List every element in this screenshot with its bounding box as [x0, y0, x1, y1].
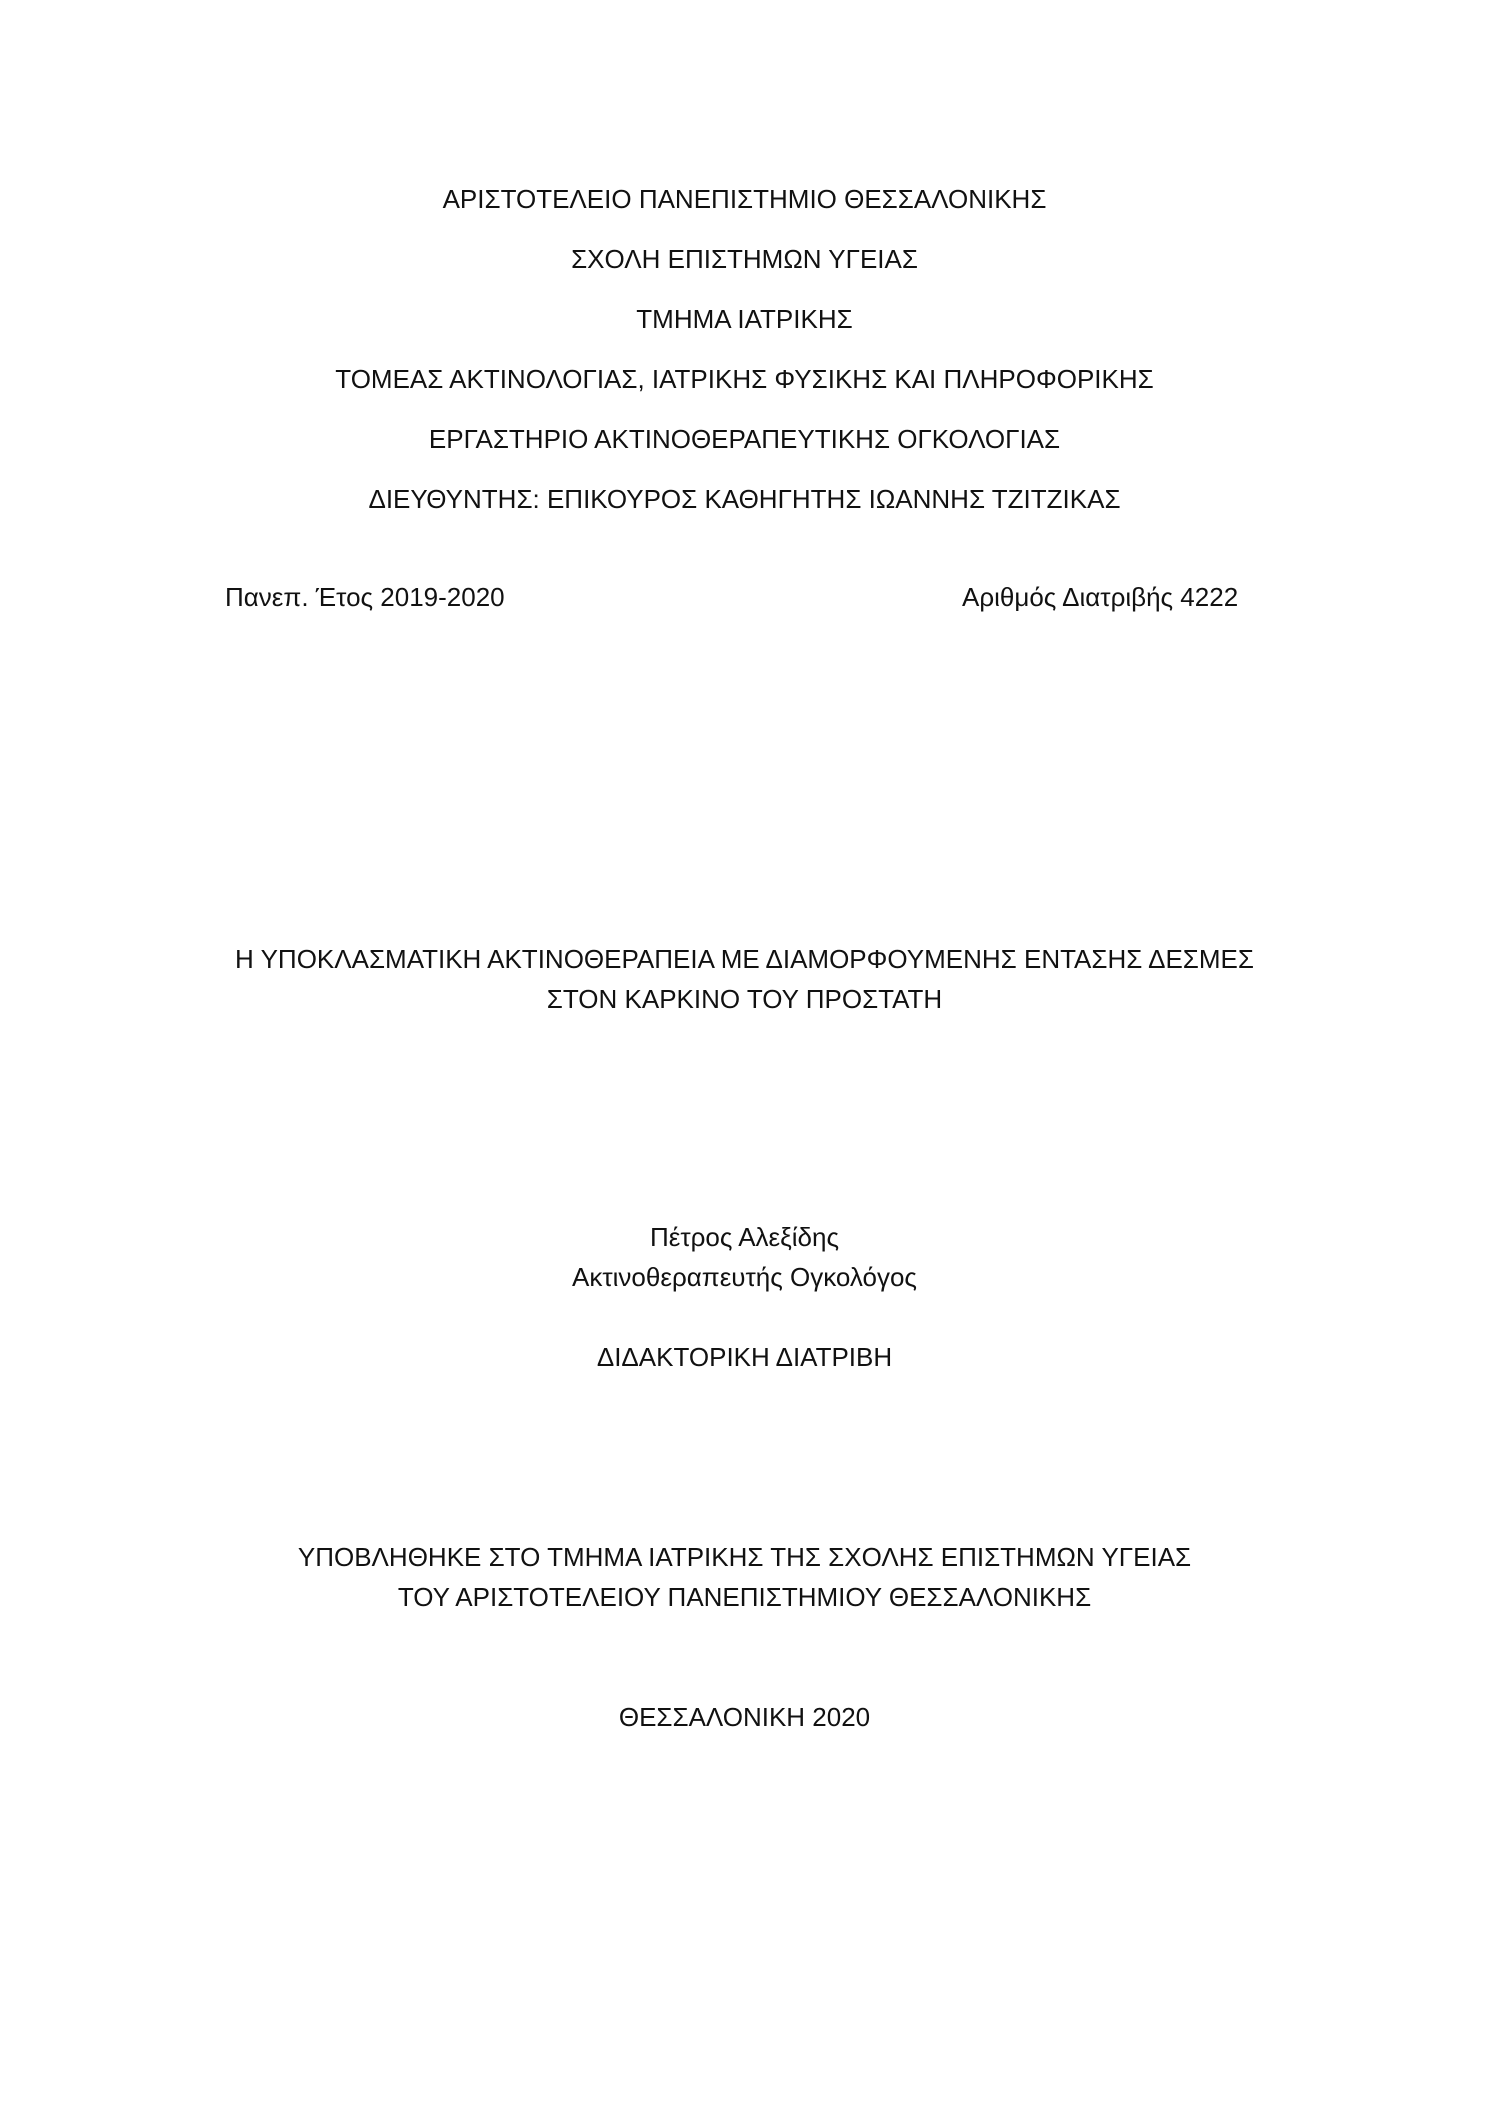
author-name: Πέτρος Αλεξίδης [649, 1222, 840, 1252]
document-type: ΔΙΔΑΚΤΟΡΙΚΗ ΔΙΑΤΡΙΒΗ [596, 1342, 893, 1372]
thesis-title-line-2: ΣΤΟΝ ΚΑΡΚΙΝΟ ΤΟΥ ΠΡΟΣΤΑΤΗ [546, 984, 943, 1014]
school-name: ΣΧΟΛΗ ΕΠΙΣΤΗΜΩΝ ΥΓΕΙΑΣ [571, 244, 918, 274]
submission-line-1: ΥΠΟΒΛΗΘΗΚΕ ΣΤΟ ΤΜΗΜΑ ΙΑΤΡΙΚΗΣ ΤΗΣ ΣΧΟΛΗΣ ΕΠΙΣΤΗΜΩΝ ΥΓΕΙΑΣ [297, 1542, 1192, 1572]
department-name: ΤΜΗΜΑ ΙΑΤΡΙΚΗΣ [636, 304, 853, 334]
author-role: Ακτινοθεραπευτής Ογκολόγος [572, 1262, 917, 1292]
thesis-number: Αριθμός Διατριβής 4222 [962, 582, 1239, 612]
thesis-title-line-1: Η ΥΠΟΚΛΑΣΜΑΤΙΚΗ ΑΚΤΙΝΟΘΕΡΑΠΕΙΑ ΜΕ ΔΙΑΜΟΡΦΟΥΜΕΝΗΣ ΕΝΤΑΣΗΣ ΔΕΣΜΕΣ [235, 944, 1254, 974]
place-year: ΘΕΣΣΑΛΟΝΙΚΗ 2020 [618, 1702, 871, 1732]
academic-year: Πανεπ. Έτος 2019-2020 [225, 582, 505, 612]
director-line: ΔΙΕΥΘΥΝΤΗΣ: ΕΠΙΚΟΥΡΟΣ ΚΑΘΗΓΗΤΗΣ ΙΩΑΝΝΗΣ ΤΖΙΤΖΙΚΑΣ [368, 484, 1121, 514]
submission-line-2: ΤΟΥ ΑΡΙΣΤΟΤΕΛΕΙΟΥ ΠΑΝΕΠΙΣΤΗΜΙΟΥ ΘΕΣΣΑΛΟΝΙΚΗΣ [397, 1582, 1092, 1612]
sector-name: ΤΟΜΕΑΣ ΑΚΤΙΝΟΛΟΓΙΑΣ, ΙΑΤΡΙΚΗΣ ΦΥΣΙΚΗΣ ΚΑΙ ΠΛΗΡΟΦΟΡΙΚΗΣ [335, 364, 1154, 394]
laboratory-name: ΕΡΓΑΣΤΗΡΙΟ ΑΚΤΙΝΟΘΕΡΑΠΕΥΤΙΚΗΣ ΟΓΚΟΛΟΓΙΑΣ [428, 424, 1061, 454]
university-name: ΑΡΙΣΤΟΤΕΛΕΙΟ ΠΑΝΕΠΙΣΤΗΜΙΟ ΘΕΣΣΑΛΟΝΙΚΗΣ [442, 184, 1047, 214]
